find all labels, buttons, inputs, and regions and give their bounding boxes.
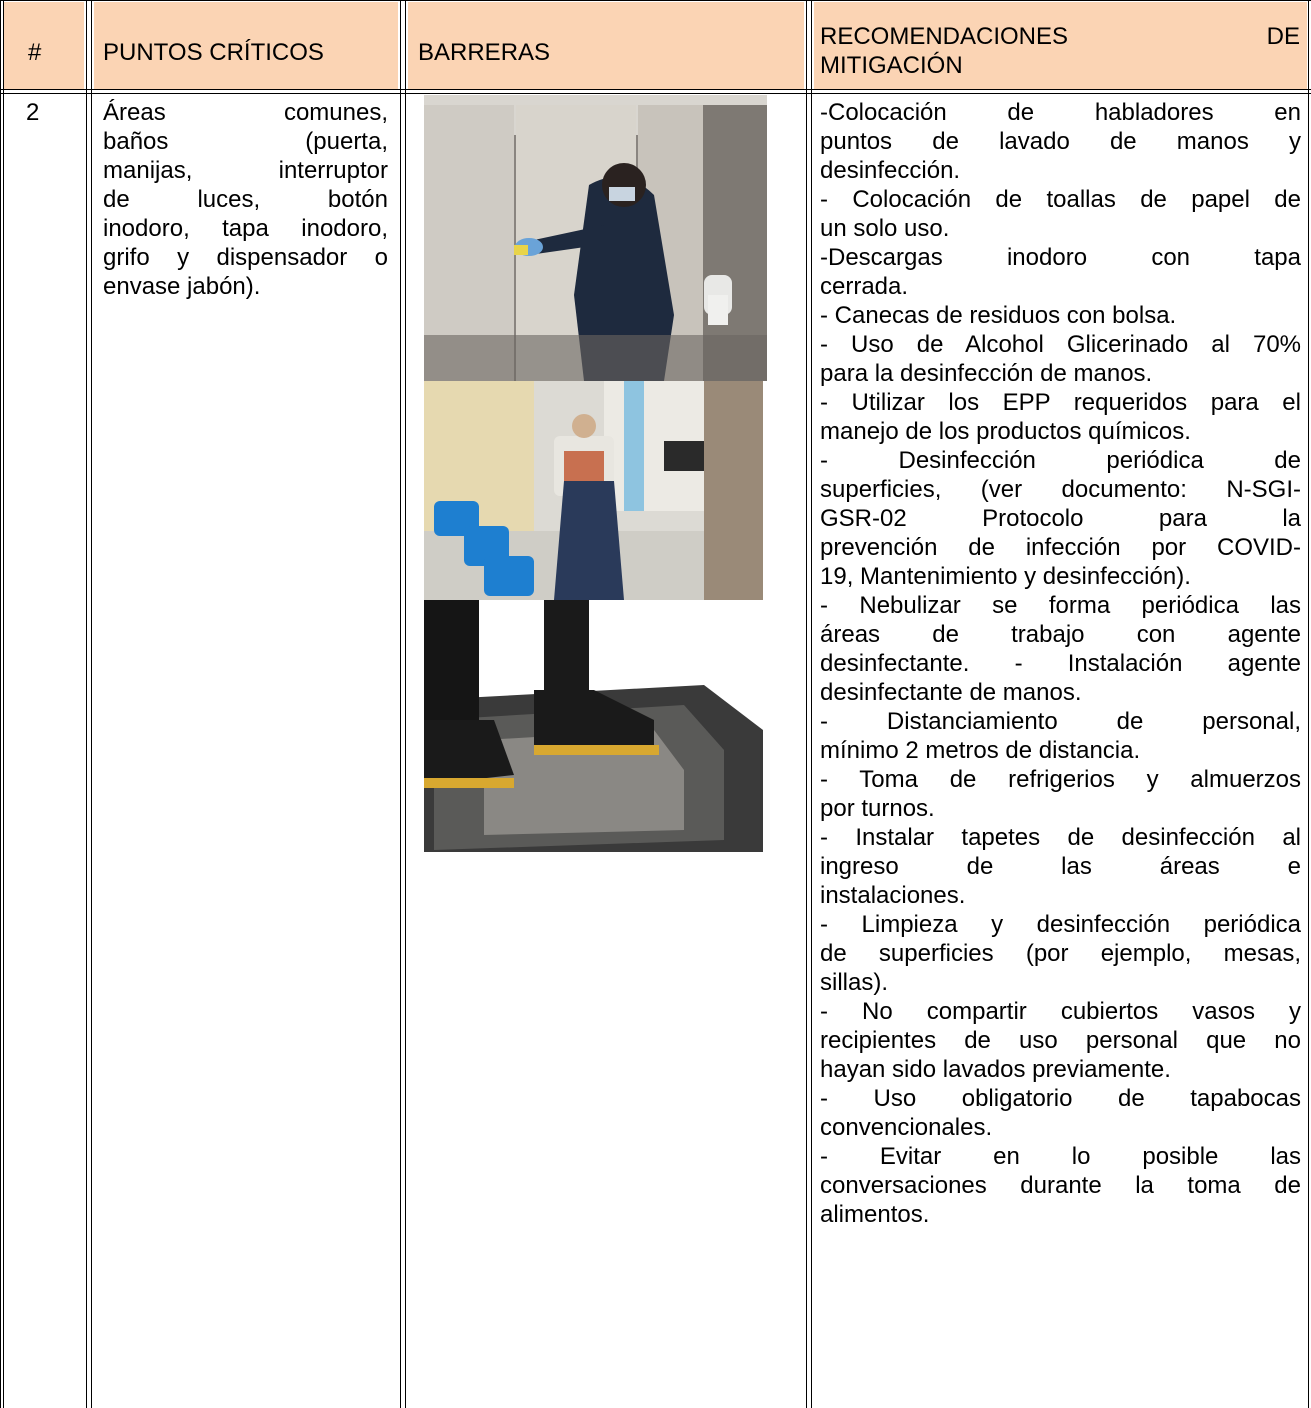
header-critical-points: PUNTOS CRÍTICOS — [103, 39, 324, 66]
recommendation-line: ingreso de las áreas e — [820, 853, 1301, 880]
recommendation-line: - Evitar en lo posible las — [820, 1143, 1301, 1170]
recommendation-line: sillas). — [820, 969, 889, 996]
recommendation-line: convencionales. — [820, 1114, 993, 1141]
recommendation-line: puntos de lavado de manos y — [820, 128, 1301, 155]
recommendation-line: - Nebulizar se forma periódica las — [820, 592, 1301, 619]
critical-points-line: manijas, interruptor — [103, 157, 388, 184]
table-border — [811, 0, 812, 1408]
table-border — [806, 0, 807, 1408]
recommendation-line: cerrada. — [820, 273, 909, 300]
recommendation-line: - Instalar tapetes de desinfección al — [820, 824, 1301, 851]
critical-points-line: grifo y dispensador o — [103, 244, 388, 271]
row-number: 2 — [26, 99, 40, 126]
table-border — [3, 0, 4, 1408]
recommendation-line: superficies, (ver documento: N-SGI- — [820, 476, 1301, 503]
recommendation-line: instalaciones. — [820, 882, 966, 909]
recommendation-line: - Toma de refrigerios y almuerzos — [820, 766, 1301, 793]
recommendation-line: de superficies (por ejemplo, mesas, — [820, 940, 1301, 967]
recommendation-line: - Uso obligatorio de tapabocas — [820, 1085, 1301, 1112]
recommendation-line: por turnos. — [820, 795, 935, 822]
table-border — [405, 0, 406, 1408]
recommendation-line: áreas de trabajo con agente — [820, 621, 1301, 648]
critical-points-text — [103, 98, 388, 301]
header-recommendations-line1 — [820, 22, 1300, 51]
critical-points-line: baños (puerta, — [103, 128, 388, 155]
recommendation-line: - Distanciamiento de personal, — [820, 708, 1301, 735]
table-border — [91, 0, 92, 1408]
recommendation-line: - No compartir cubiertos vasos y — [820, 998, 1301, 1025]
table-border — [86, 0, 87, 1408]
critical-points-line: envase jabón). — [103, 273, 261, 300]
recommendation-line: - Canecas de residuos con bolsa. — [820, 302, 1177, 329]
recommendation-line: para la desinfección de manos. — [820, 360, 1153, 387]
table-border — [0, 0, 1, 1408]
header-cell-number — [4, 2, 84, 89]
recommendation-line: hayan sido lavados previamente. — [820, 1056, 1171, 1083]
table-border — [1308, 0, 1309, 1408]
recommendation-line: -Colocación de habladores en — [820, 99, 1301, 126]
recommendation-line: desinfectante de manos. — [820, 679, 1082, 706]
recommendation-line: recipientes de uso personal que no — [820, 1027, 1301, 1054]
recommendation-line: - Utilizar los EPP requeridos para el — [820, 389, 1301, 416]
recommendation-line: alimentos. — [820, 1201, 930, 1228]
recommendations-text — [820, 98, 1301, 1229]
recommendation-line: - Desinfección periódica de — [820, 447, 1301, 474]
recommendation-line: desinfectante. - Instalación agente — [820, 650, 1301, 677]
photo-boots-disinfection-mat — [424, 600, 763, 852]
recommendation-line: GSR-02 Protocolo para la — [820, 505, 1301, 532]
recommendation-line: mínimo 2 metros de distancia. — [820, 737, 1141, 764]
table-border — [0, 89, 1311, 90]
recommendation-line: - Uso de Alcohol Glicerinado al 70% — [820, 331, 1301, 358]
header-recommendations-line2: MITIGACIÓN — [820, 52, 963, 79]
critical-points-line: Áreas comunes, — [103, 99, 388, 126]
recommendation-line: prevención de infección por COVID- — [820, 534, 1301, 561]
header-recommendations-word: RECOMENDACIONES — [820, 23, 1069, 50]
critical-points-line: inodoro, tapa inodoro, — [103, 215, 388, 242]
recommendation-line: - Limpieza y desinfección periódica — [820, 911, 1301, 938]
header-recommendations-de: DE — [1266, 23, 1300, 50]
recommendation-line: desinfección. — [820, 157, 961, 184]
table-border — [0, 93, 1311, 94]
critical-points-line: de luces, botón — [103, 186, 388, 213]
recommendation-line: un solo uso. — [820, 215, 950, 242]
recommendation-line: 19, Mantenimiento y desinfección). — [820, 563, 1191, 590]
recommendation-line: manejo de los productos químicos. — [820, 418, 1191, 445]
recommendation-line: -Descargas inodoro con tapa — [820, 244, 1301, 271]
recommendation-line: - Colocación de toallas de papel de — [820, 186, 1301, 213]
photo-fumigation-waiting-room — [424, 381, 763, 600]
header-number: # — [28, 39, 42, 66]
recommendation-line: conversaciones durante la toma de — [820, 1172, 1301, 1199]
table-border — [400, 0, 401, 1408]
photo-cleaning-bathroom-door — [424, 95, 767, 381]
table-border — [0, 0, 1311, 1]
header-barriers: BARRERAS — [418, 39, 551, 66]
